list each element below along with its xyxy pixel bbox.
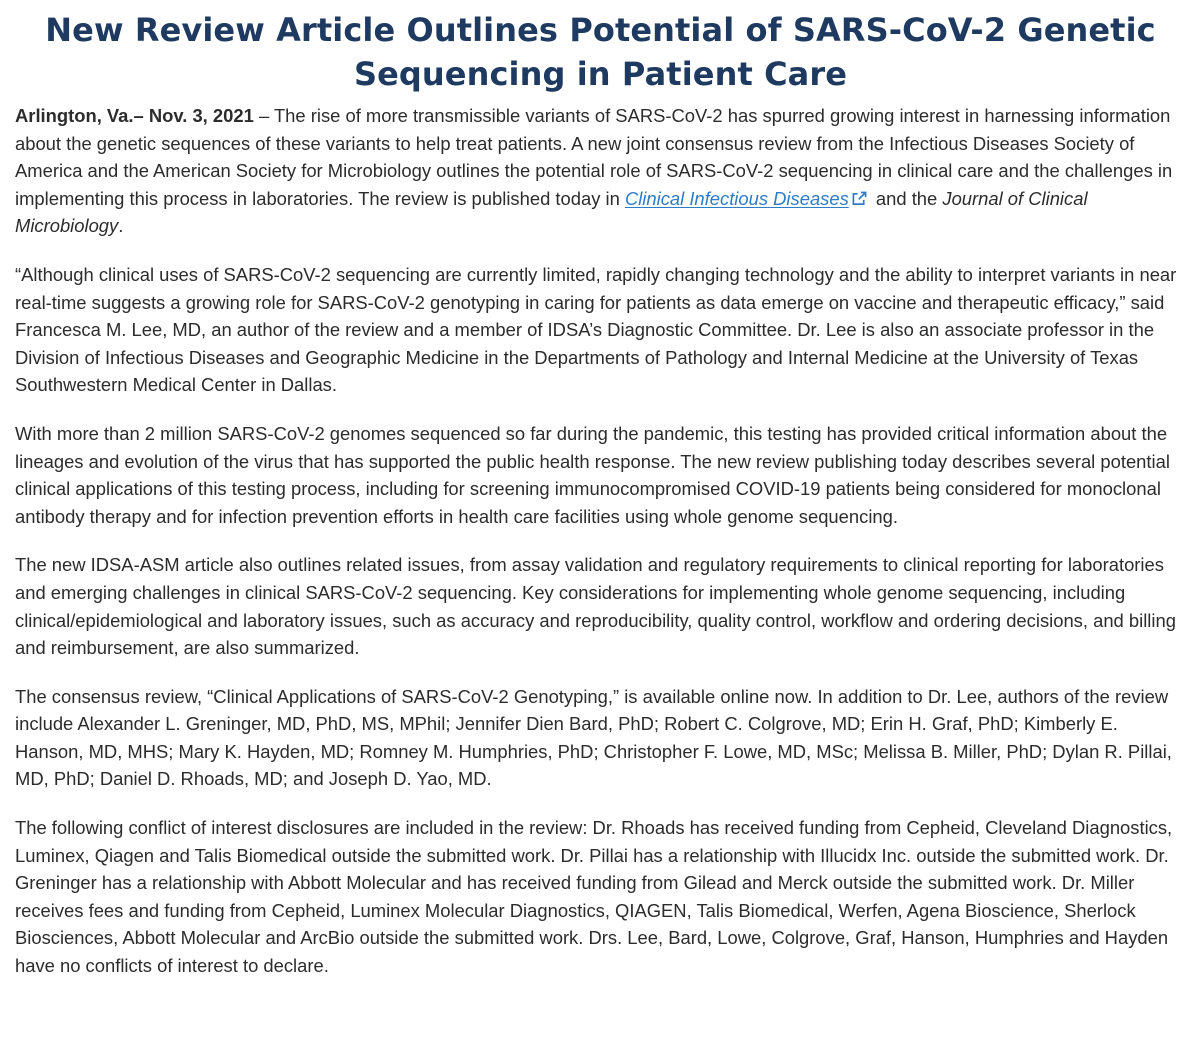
clinical-infectious-diseases-link[interactable]: Clinical Infectious Diseases: [624, 187, 849, 209]
journal-name: Journal of Clinical Microbiology: [15, 187, 1088, 237]
intro-text: – The rise of more transmissible variants of SARS-CoV-2 has spurred growing interest in harnessing information about the genetic sequences of these variants to help treat patients. A new joint consensus review from the Infectious Diseases Society of America and the American Society for Microbiology outlines the potential role of SARS-CoV-2 sequencing in clinical care and the challenges in implementing this process in laboratories. The review is published today in: [15, 105, 1173, 209]
article-title: New Review Article Outlines Potential of SARS-CoV-2 Genetic Sequencing in Patient Care: [45, 11, 1156, 93]
paragraph-quote: “Although clinical uses of SARS-CoV-2 sequencing are currently limited, rapidly changing technology and the ability to interpret variants in near real-time suggests a growing role for SARS-CoV-2 genotyping in caring for patients as data emerge on vaccine and therapeutic efficacy,” said Francesca M. Lee, MD, an author of the review and a member of IDSA’s Diagnostic Committee. Dr. Lee is also an associate professor in the Division of Infectious Diseases and Geographic Medicine in the Departments of Pathology and Internal Medicine at the University of Texas Southwestern Medical Center in Dallas.: [15, 263, 1177, 396]
paragraph-issues: The new IDSA-ASM article also outlines related issues, from assay validation and regulatory requirements to clinical reporting for laboratories and emerging challenges in clinical SARS-CoV-2 sequencing. Key considerations for implementing whole genome sequencing, including clinical/epidemiological and laboratory issues, such as accuracy and reproducibility, quality control, workflow and ordering decisions, and billing and reimbursement, are also summarized.: [15, 554, 1176, 659]
paragraph-disclosures: The following conflict of interest disclosures are included in the review: Dr. Rhoads has received funding from Cepheid, Cleveland Diagnostics, Luminex, Qiagen and Talis Biomedical outside the submitted work. Dr. Pillai has a relationship with Illucidx Inc. outside the submitted work. Dr. Greninger has a relationship with Abbott Molecular and has received funding from Gilead and Merck outside the submitted work. Dr. Miller receives fees and funding from Cepheid, Luminex Molecular Diagnostics, QIAGEN, Talis Biomedical, Werfen, Agena Bioscience, Sherlock Biosciences, Abbott Molecular and ArcBio outside the submitted work. Drs. Lee, Bard, Lowe, Colgrove, Graf, Hanson, Humphries and Hayden have no conflicts of interest to declare.: [15, 817, 1173, 977]
intro-end: .: [118, 215, 124, 237]
paragraph-authors: The consensus review, “Clinical Applications of SARS-CoV-2 Genotyping,” is available online now. In addition to Dr. Lee, authors of the review include Alexander L. Greninger, MD, PhD, MS, MPhil; Jennifer Dien Bard, PhD; Robert C. Colgrove, MD; Erin H. Graf, PhD; Kimberly E. Hanson, MD, MHS; Mary K. Hayden, MD; Romney M. Humphries, PhD; Christopher F. Lowe, MD, MSc; Melissa B. Miller, PhD; Dylan R. Pillai, MD, PhD; Daniel D. Rhoads, MD; and Joseph D. Yao, MD.: [15, 685, 1172, 790]
dateline: Arlington, Va.– Nov. 3, 2021: [15, 105, 254, 126]
external-link-icon[interactable]: [852, 191, 867, 206]
paragraph-genomes: With more than 2 million SARS-CoV-2 genomes sequenced so far during the pandemic, this testing has provided critical information about the lineages and evolution of the virus that has supported the public health response. The new review publishing today describes several potential clinical applications of this testing process, including for screening immunocompromised COVID-19 patients being considered for monoclonal antibody therapy and for infection prevention efforts in health care facilities using whole genome sequencing.: [15, 422, 1170, 527]
paragraph-intro: [15, 102, 1186, 240]
connector-text: and the: [870, 187, 943, 209]
